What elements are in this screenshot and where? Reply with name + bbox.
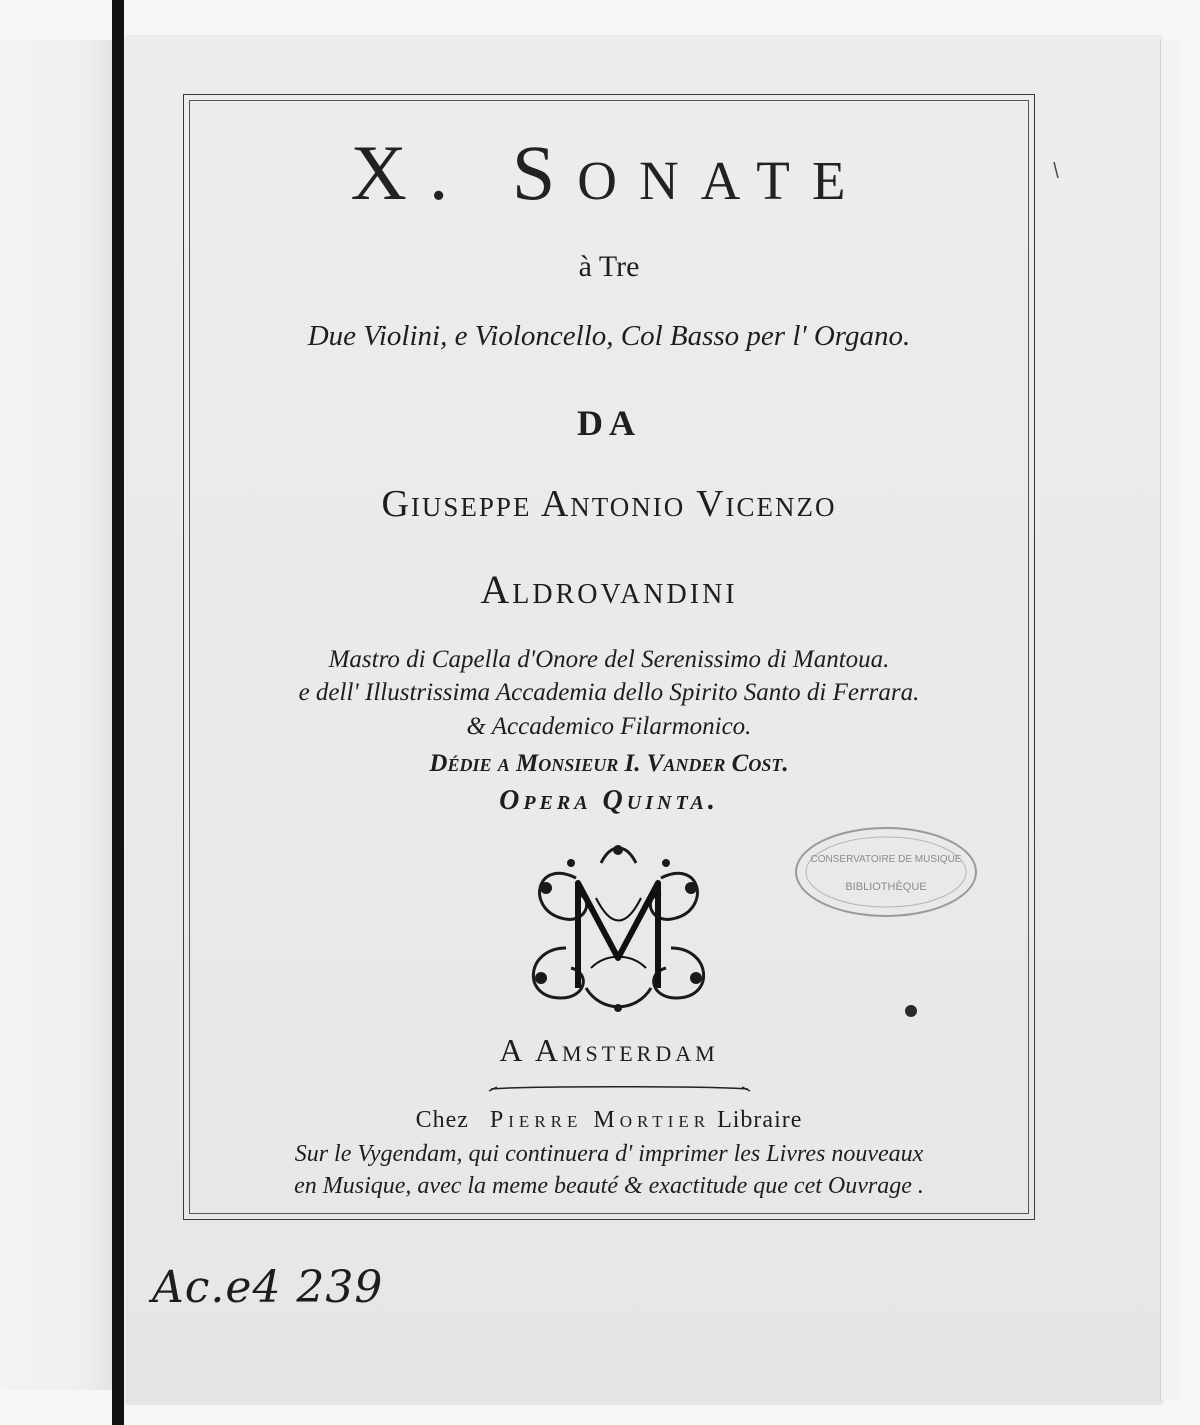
publisher-name: Pierre Mortier xyxy=(489,1107,711,1133)
stamp-line2: BIBLIOTHÈQUE xyxy=(845,881,927,893)
composer-name-line2: Aldrovandini xyxy=(480,567,738,612)
publication-place: A Amsterdam xyxy=(499,1032,719,1068)
publisher-role: Libraire xyxy=(717,1107,803,1133)
monogram-ornament xyxy=(516,838,721,1018)
composer-name-line1: Giuseppe Antonio Vicenzo xyxy=(381,483,837,525)
stamp-line1: CONSERVATOIRE DE MUSIQUE xyxy=(810,854,962,865)
composer-title-line2: e dell' Illustrissima Accademia dello Spirito Santo di Ferrara. xyxy=(298,679,920,706)
library-stamp-icon xyxy=(790,822,982,922)
binding-spine xyxy=(112,0,124,1425)
instrumentation: Due Violini, e Violoncello, Col Basso per l' Organo. xyxy=(307,320,911,352)
ink-spot xyxy=(905,1005,917,1017)
call-number: Ac.e4 239 xyxy=(152,1262,384,1313)
publisher-line3: en Musique, avec la meme beauté & exactitude que cet Ouvrage . xyxy=(294,1173,924,1199)
page-edge xyxy=(1160,40,1179,1400)
by-line: DA xyxy=(577,403,641,443)
publisher-line2: Sur le Vygendam, qui continuera d' imprimer les Livres nouveaux xyxy=(294,1141,924,1167)
dedication: Dédie a Monsieur I. Vander Cost. xyxy=(429,750,789,777)
decorative-rule xyxy=(487,1082,752,1096)
margin-mark xyxy=(1050,160,1062,180)
left-page-leaf xyxy=(0,40,119,1390)
composer-title-line1: Mastro di Capella d'Onore del Serenissimo di Mantoua. xyxy=(328,646,890,673)
subtitle: à Tre xyxy=(578,250,640,283)
opus-number: Opera Quinta. xyxy=(499,785,719,816)
composer-title-line3: & Accademico Filarmonico. xyxy=(466,713,752,740)
publisher-line1 xyxy=(189,1107,1029,1134)
publisher-prefix: Chez xyxy=(415,1107,469,1133)
page-title: X. Sonate xyxy=(350,129,868,216)
